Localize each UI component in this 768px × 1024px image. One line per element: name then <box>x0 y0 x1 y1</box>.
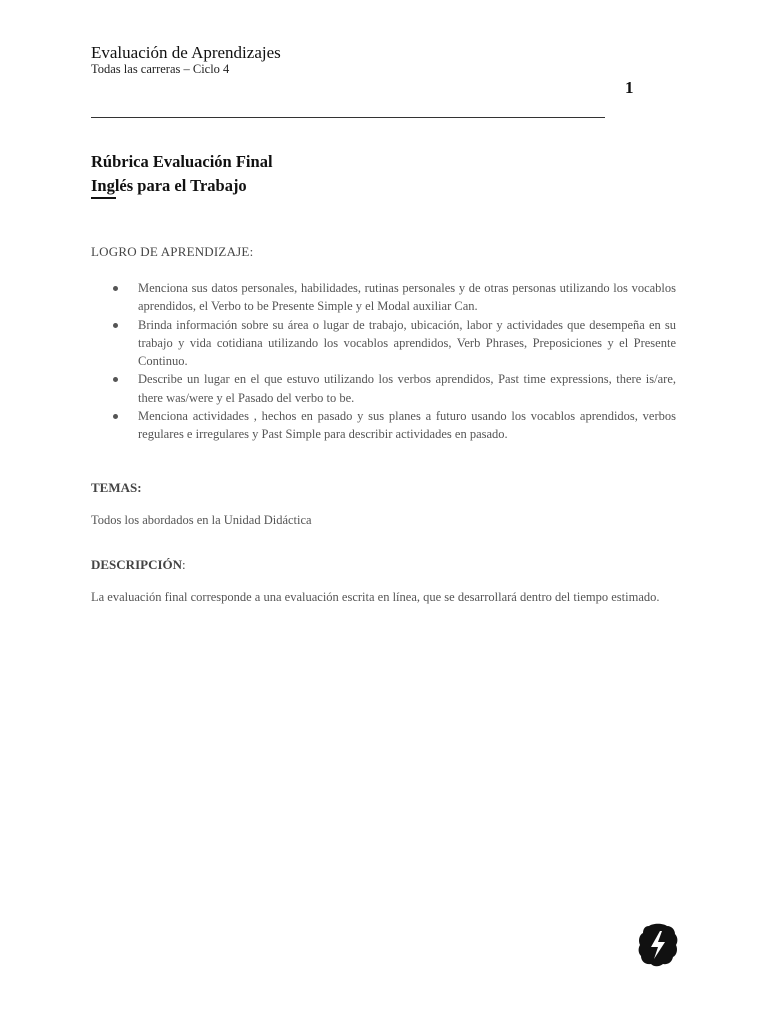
list-item <box>110 279 676 316</box>
descripcion-heading-suffix: : <box>182 557 186 572</box>
bullet-icon <box>113 323 118 328</box>
descripcion-text: La evaluación final corresponde a una evaluación escrita en línea, que se desarrollará dentro del tiempo estimado. <box>91 590 660 604</box>
document-title: Rúbrica Evaluación Final <box>91 152 273 171</box>
course-title: Inglés para el Trabajo <box>91 176 247 195</box>
header-title: Evaluación de Aprendizajes <box>91 43 281 62</box>
descripcion-heading-text: DESCRIPCIÓN <box>91 557 183 572</box>
bullet-icon <box>113 377 118 382</box>
list-item-text: Menciona actividades , hechos en pasado y sus planes a futuro usando los vocablos aprendidos, verbos regulares e irregulares y Past Simple para describir actividades en pasado. <box>138 409 676 442</box>
logro-heading-suffix: : <box>249 244 254 259</box>
list-item-text: Menciona sus datos personales, habilidades, rutinas personales y de otras personas utilizando los vocablos aprendidos, el Verbo to be Presente Simple y el Modal auxiliar Can. <box>138 281 676 314</box>
header-subtitle: Todas las carreras – Ciclo 4 <box>91 62 230 76</box>
logro-heading <box>91 244 253 260</box>
logro-heading-text: LOGRO DE APRENDIZAJE <box>91 244 250 259</box>
list-item <box>110 407 676 444</box>
temas-text: Todos los abordados en la Unidad Didáctica <box>91 513 312 527</box>
list-item <box>110 316 676 371</box>
list-item-text: Brinda información sobre su área o lugar de trabajo, ubicación, labor y actividades que desempeña en su trabajo y vida cotidiana utilizando los vocablos aprendidos, Verb Phrases, Preposiciones y el Presente Continuo. <box>138 317 676 369</box>
bullet-icon <box>113 286 118 291</box>
temas-heading: TEMAS: <box>91 480 142 495</box>
logro-list <box>110 279 676 444</box>
list-item <box>110 370 676 407</box>
header-divider <box>91 117 605 118</box>
list-item-text: Describe un lugar en el que estuvo utilizando los verbos aprendidos, Past time expressions, there is/are, there was/were y el Pasado del verbo to be. <box>138 372 676 405</box>
bullet-icon <box>113 414 118 419</box>
page-number: 1 <box>625 78 634 97</box>
logo-svg <box>637 922 679 968</box>
lightning-brain-icon[interactable] <box>637 922 679 968</box>
descripcion-heading <box>91 557 186 573</box>
course-title-underline <box>91 197 116 199</box>
